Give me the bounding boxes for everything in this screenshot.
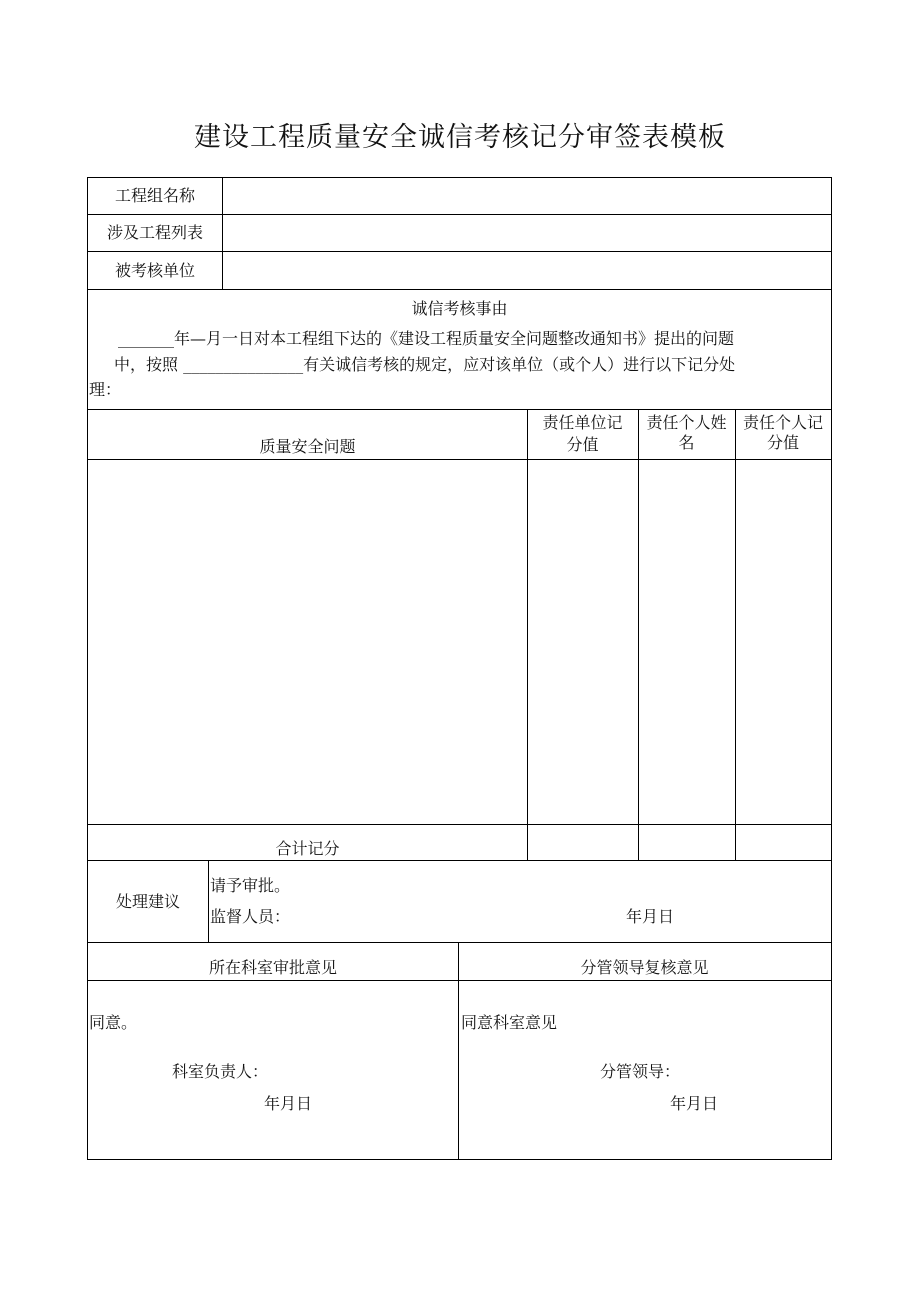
row-divider xyxy=(88,459,831,460)
column-divider xyxy=(222,178,223,289)
proposal-request: 请予审批。 xyxy=(210,876,291,895)
unit-score-header: 责任单位记 分值 xyxy=(542,413,623,454)
project-group-label: 工程组名称 xyxy=(114,186,195,205)
reason-line-3: 理： xyxy=(89,380,122,399)
column-divider xyxy=(735,409,736,860)
row-divider xyxy=(88,824,831,825)
leader-date: 年月日 xyxy=(670,1094,719,1113)
proposal-label: 处理建议 xyxy=(115,892,180,911)
page-title: 建设工程质量安全诚信考核记分审签表模板 xyxy=(194,122,726,153)
row-divider xyxy=(88,860,831,861)
person-score-input-area[interactable] xyxy=(737,461,830,824)
row-divider xyxy=(88,980,831,981)
dept-approval-header: 所在科室审批意见 xyxy=(208,958,337,977)
row-divider xyxy=(88,942,831,943)
issue-input-area[interactable] xyxy=(89,461,526,824)
approval-form-table xyxy=(87,177,832,1160)
dept-opinion: 同意。 xyxy=(89,1013,138,1032)
column-divider xyxy=(638,409,639,860)
row-divider xyxy=(88,289,831,290)
regulation-blank[interactable]: _______________ xyxy=(183,355,304,374)
issue-header: 质量安全问题 xyxy=(259,437,356,456)
project-list-label: 涉及工程列表 xyxy=(106,223,203,242)
row-divider xyxy=(88,214,831,215)
supervisor-label: 监督人员： xyxy=(210,907,291,926)
column-divider xyxy=(527,409,528,860)
total-score-label: 合计记分 xyxy=(275,839,340,858)
leader-opinion: 同意科室意见 xyxy=(461,1013,558,1032)
row-divider xyxy=(88,251,831,252)
year-blank[interactable]: _______ xyxy=(118,329,174,348)
reason-line-1: _______年—月一日对本工程组下达的《建设工程质量安全问题整改通知书》提出的问题 xyxy=(118,329,735,348)
reason-heading: 诚信考核事由 xyxy=(411,299,508,318)
person-name-header: 责任个人姓 名 xyxy=(646,413,727,452)
leader-review-header: 分管领导复核意见 xyxy=(580,958,709,977)
leader-sign-label: 分管领导： xyxy=(600,1062,681,1081)
assessed-unit-label: 被考核单位 xyxy=(114,261,195,280)
reason-line-2: 中，按照 _______________有关诚信考核的规定，应对该单位（或个人）进行以下记分处 xyxy=(114,355,736,374)
person-score-header: 责任个人记 分值 xyxy=(742,413,823,452)
dept-date: 年月日 xyxy=(264,1094,313,1113)
person-name-input-area[interactable] xyxy=(640,461,734,824)
dept-head-sign-label: 科室负责人： xyxy=(172,1062,269,1081)
unit-score-input-area[interactable] xyxy=(529,461,637,824)
row-divider xyxy=(88,409,831,410)
column-divider xyxy=(208,860,209,942)
proposal-date: 年月日 xyxy=(626,907,675,926)
